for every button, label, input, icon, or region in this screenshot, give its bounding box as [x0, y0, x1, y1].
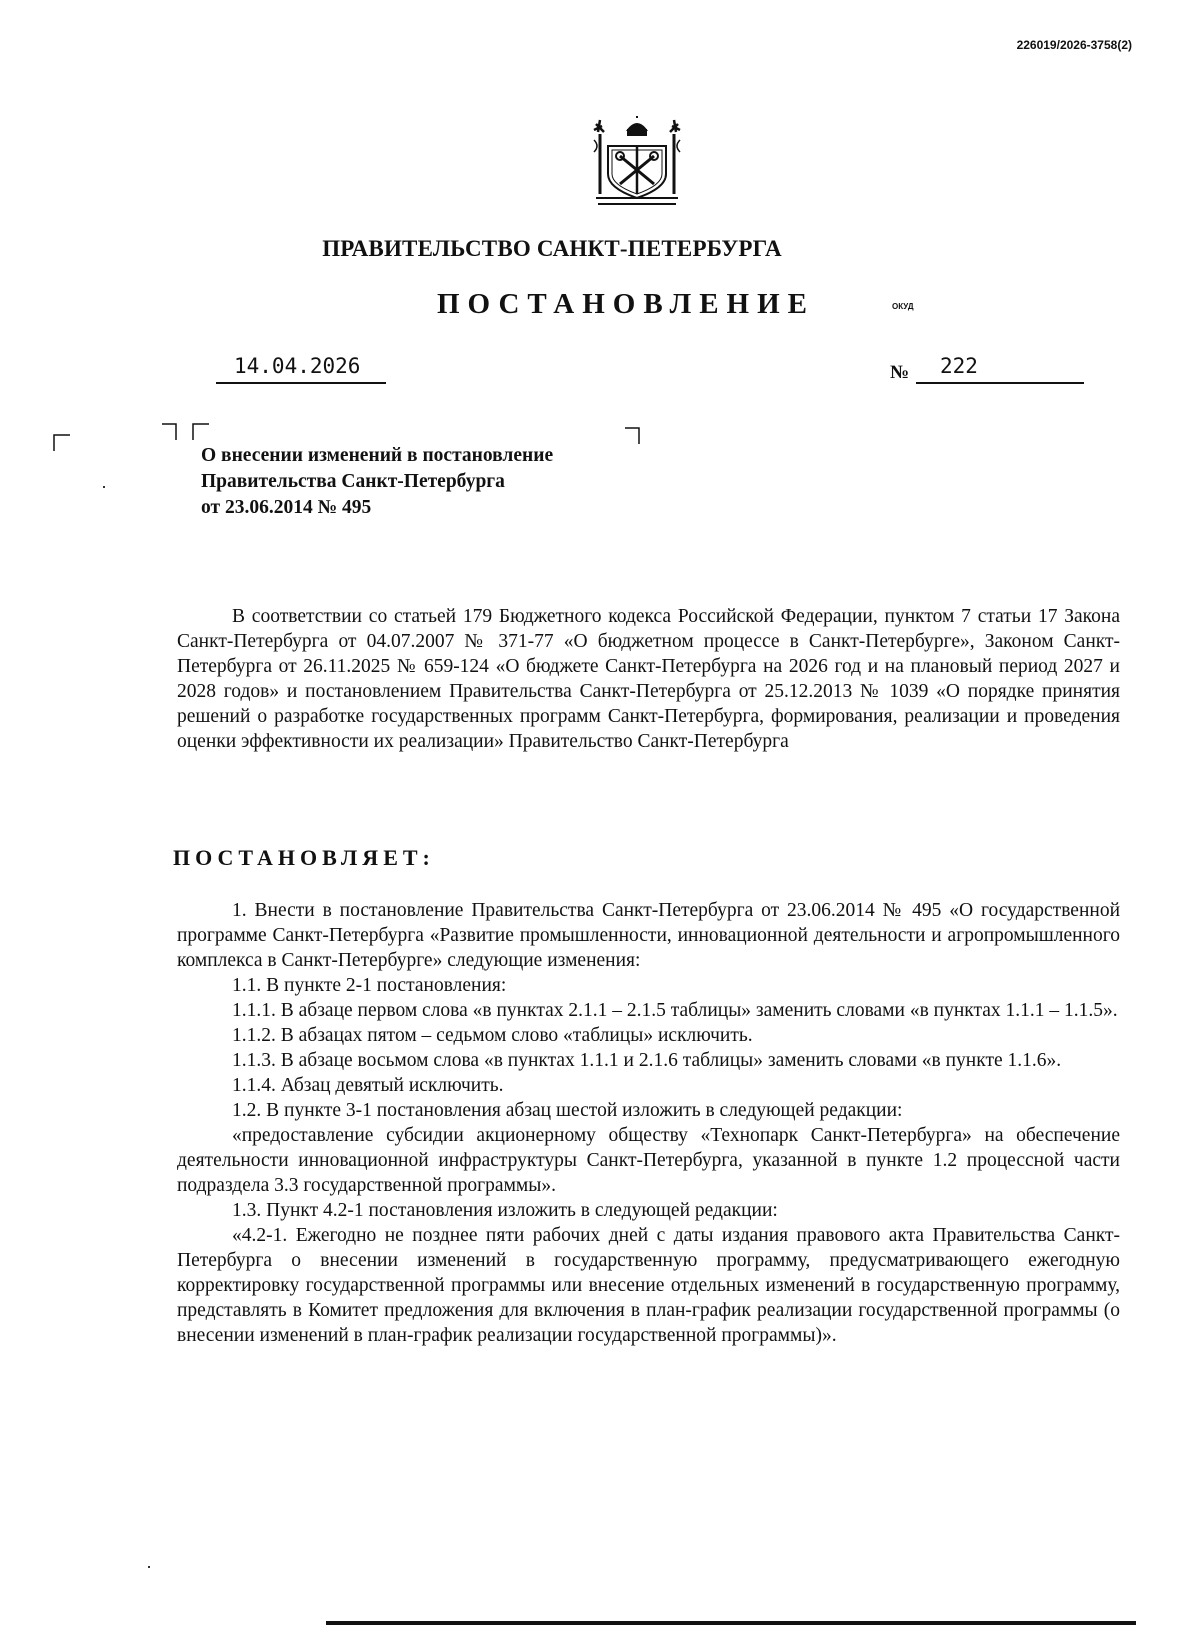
corner-mark-left — [52, 433, 72, 453]
scan-dot — [103, 486, 105, 488]
document-number: 222 — [940, 354, 978, 378]
subject-line: О внесении изменений в постановление — [201, 445, 554, 466]
government-title: ПРАВИТЕЛЬСТВО САНКТ-ПЕТЕРБУРГА — [322, 236, 782, 261]
point-paragraph: 1.3. Пункт 4.2-1 постановления изложить в следующей редакции: — [232, 1200, 778, 1221]
decree-heading: ПОСТАНОВЛЯЕТ: — [173, 845, 435, 870]
document-date: 14.04.2026 — [234, 354, 361, 378]
scan-dot — [148, 1566, 150, 1568]
preamble — [177, 604, 1120, 754]
document-number-field — [916, 354, 1084, 384]
document-date-field — [216, 354, 386, 384]
corner-mark-subject-start — [191, 422, 211, 442]
point-paragraph: 1.1.1. В абзаце первом слова «в пунктах 2.1.1 – 2.1.5 таблицы» заменить словами «в пунктах 1.1.1 – 1.1.5». — [232, 1000, 1118, 1021]
subject-line: от 23.06.2014 № 495 — [201, 497, 372, 518]
corner-mark-left-end — [160, 422, 180, 442]
saint-petersburg-coat-of-arms-icon — [590, 116, 684, 208]
bottom-rule — [326, 1621, 1136, 1625]
okud-label: ОКУД — [892, 302, 914, 311]
point-paragraph: 1. Внести в постановление Правительства Санкт-Петербурга от 23.06.2014 № 495 «О государственной программе Санкт-Петербурга «Развитие промышленности, инновационной деятельности и агропромышленного комплекса в Санкт-Петербурге» следующие изменения: — [177, 900, 1120, 971]
subject-line: Правительства Санкт-Петербурга — [201, 471, 505, 492]
point-paragraph: 1.2. В пункте 3-1 постановления абзац шестой изложить в следующей редакции: — [232, 1100, 903, 1121]
point-paragraph: «предоставление субсидии акционерному обществу «Технопарк Санкт-Петербурга» на обеспечение деятельности инновационной инфраструктуры Санкт-Петербурга, указанной в пункте 1.2 процессной части подраздела 3.3 государственной программы». — [177, 1125, 1120, 1196]
point-paragraph: 1.1.3. В абзаце восьмом слова «в пунктах 1.1.1 и 2.1.6 таблицы» заменить словами «в пункте 1.1.6». — [232, 1050, 1062, 1071]
document-subject — [201, 443, 661, 521]
number-sign: № — [890, 362, 910, 383]
document-type-title: ПОСТАНОВЛЕНИЕ — [437, 288, 816, 320]
preamble-paragraph: В соответствии со статьей 179 Бюджетного кодекса Российской Федерации, пунктом 7 статьи 17 Закона Санкт-Петербурга от 04.07.2007 № 371-77 «О бюджетном процессе в Санкт-Петербурге», Законом Санкт-Петербурга от 26.11.2025 № 659-124 «О бюджете Санкт-Петербурга на 2026 год и на плановый период 2027 и 2028 годов» и постановлением Правительства Санкт-Петербурга от 25.12.2013 № 1039 «О порядке принятия решений о разработке государственных программ Санкт-Петербурга, формирования, реализации и проведения оценки эффективности их реализации» Правительство Санкт-Петербурга — [177, 606, 1120, 752]
decree-points — [177, 898, 1120, 1348]
point-paragraph: «4.2-1. Ежегодно не позднее пяти рабочих дней с даты издания правового акта Правительства Санкт-Петербурга о внесении изменений в государственную программу, предусматривающего ежегодную корректировку государственной программы или внесение отдельных изменений в государственную программу, представлять в Комитет предложения для включения в план-график реализации государственной программы (о внесении изменений в план-график реализации государственной программы)». — [177, 1225, 1120, 1346]
point-paragraph: 1.1. В пункте 2-1 постановления: — [232, 975, 507, 996]
point-paragraph: 1.1.2. В абзацах пятом – седьмом слово «таблицы» исключить. — [232, 1025, 753, 1046]
registration-number: 226019/2026-3758(2) — [1016, 38, 1132, 52]
point-paragraph: 1.1.4. Абзац девятый исключить. — [232, 1075, 504, 1096]
